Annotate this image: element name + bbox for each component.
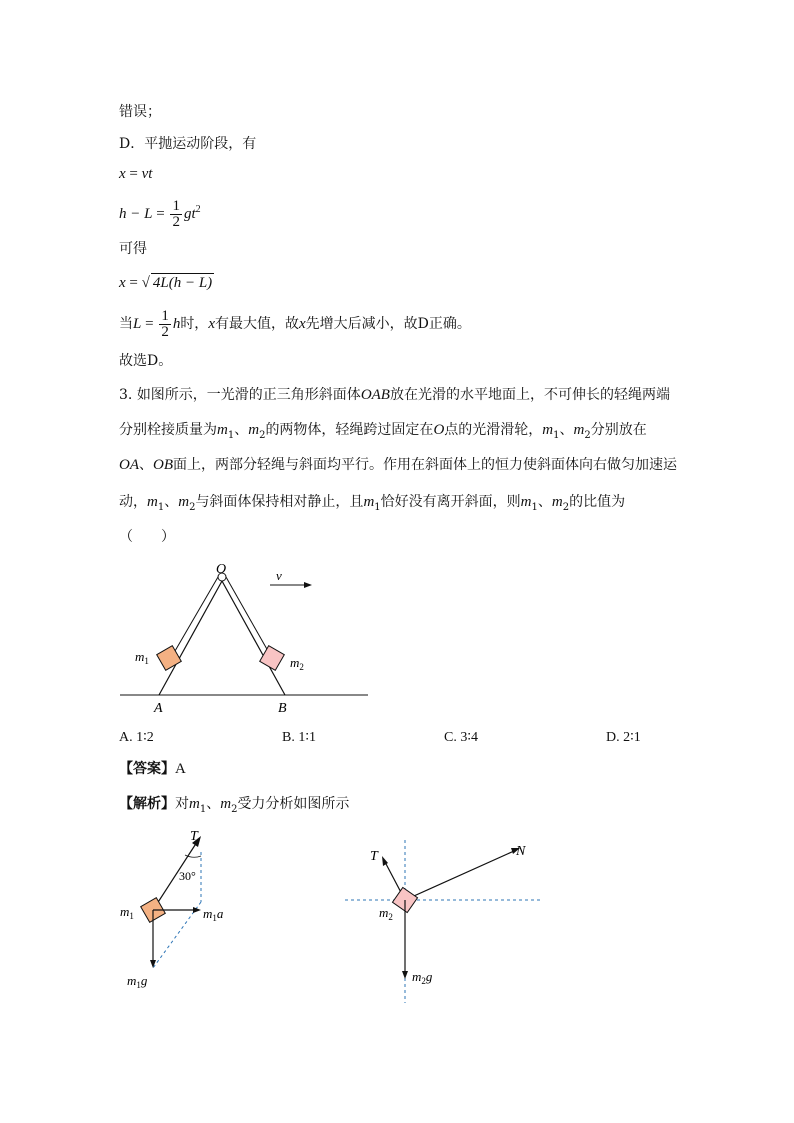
option-b: B. 1∶1	[282, 730, 316, 745]
normal-vector	[405, 851, 514, 900]
text-choose-d: 故选D。	[119, 353, 173, 369]
option-a: A. 1∶2	[119, 730, 154, 745]
label-m2g: $m_2g$	[412, 969, 433, 986]
equation-x-sqrt: x = √ 4L(h − L)	[119, 275, 213, 291]
label-v: v	[276, 568, 282, 583]
equation-x-vt: x = vt	[119, 166, 153, 182]
label-a: A	[154, 701, 163, 716]
block-m2	[260, 646, 285, 671]
label-t-m2: T	[370, 849, 378, 864]
rope-left	[175, 577, 218, 651]
text-max-condition: 当L = $\frac{1}{2}$ h时，x有最大值，故x先增大后减小，故D正确。	[119, 307, 471, 340]
rope-right	[226, 577, 268, 651]
label-n: N	[516, 844, 526, 859]
text-error: 错误；	[119, 104, 161, 120]
text-ke-de: 可得	[119, 241, 147, 257]
question-blank: （ ）	[119, 529, 175, 545]
label-m1: $m_1$	[135, 649, 149, 666]
gravity-arrowhead-icon	[150, 960, 156, 968]
gravity-arrowhead-m2-icon	[402, 971, 408, 979]
velocity-arrowhead-icon	[304, 582, 312, 588]
label-b: B	[278, 701, 287, 716]
label-m1a: $m_1a$	[203, 906, 224, 923]
question-line-3: OA、OB面上，两部分轻绳与斜面均平行。作用在斜面体上的恒力使斜面体向右做匀加速运	[119, 457, 677, 473]
label-o: O	[216, 562, 227, 577]
analysis-line: 【解析】对$m_1$、$m_2$受力分析如图所示	[119, 796, 350, 815]
text-d-stage: D．平抛运动阶段，有	[119, 136, 257, 152]
free-body-diagram-m1	[115, 822, 255, 994]
question-line-2: 分别栓接质量为$m_1$、$m_2$的两物体，轻绳跨过固定在O点的光滑滑轮，$m_1$、$m_2$分别放在	[119, 422, 647, 441]
free-body-diagram-m2	[340, 835, 550, 1007]
question-line-1: 3. 如图所示，一光滑的正三角形斜面体OAB放在光滑的水平地面上，不可伸长的轻绳两端	[119, 387, 670, 403]
incline-oa	[159, 581, 222, 695]
label-m1-fbd: $m_1$	[120, 904, 134, 921]
label-angle: 30°	[179, 869, 196, 883]
equation-h-minus-l: h − L = $\frac{1}{2}$ $gt^2$	[119, 198, 201, 231]
incline-ob	[222, 581, 285, 695]
label-m2: $m_2$	[290, 655, 304, 672]
tension-arrowhead-m2-icon	[382, 856, 388, 866]
option-c: C. 3∶4	[444, 730, 478, 745]
label-m1g: $m_1g$	[127, 973, 148, 990]
question-line-4: 动，$m_1$、$m_2$与斜面体保持相对静止，且$m_1$恰好没有离开斜面，则$m_1$、$m_2$的比值为	[119, 494, 626, 513]
label-t: T	[190, 829, 198, 844]
block-m1	[157, 646, 182, 671]
label-m2-fbd: $m_2$	[379, 905, 393, 922]
incline-figure	[110, 555, 380, 720]
option-d: D. 2∶1	[606, 730, 641, 745]
answer-line: 【答案】A	[119, 761, 186, 777]
